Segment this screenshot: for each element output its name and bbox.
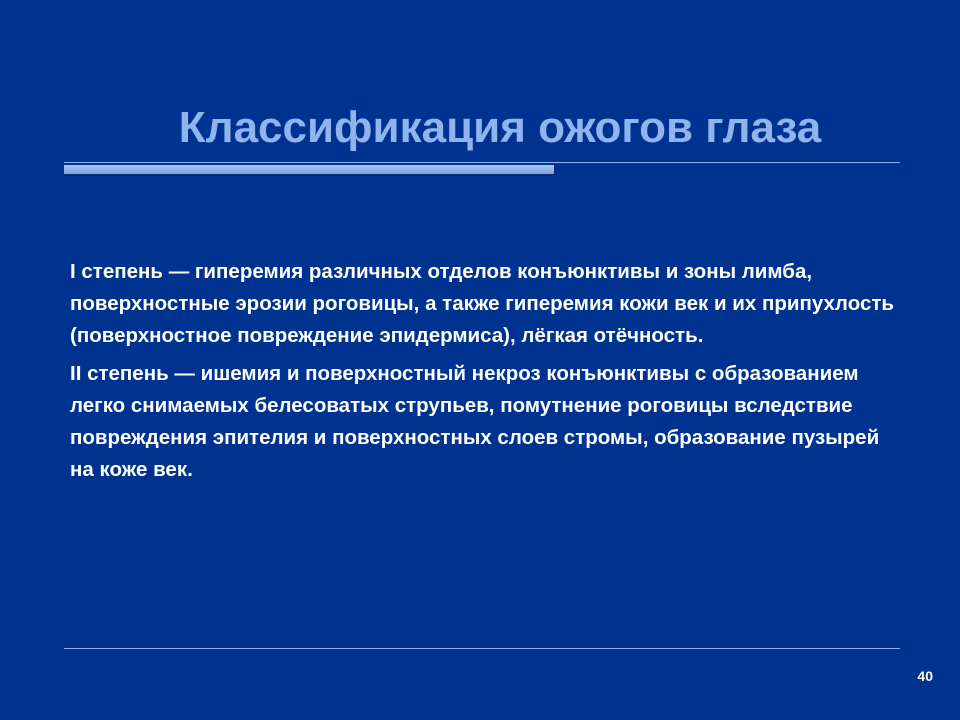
title-divider-line [64, 162, 900, 163]
footer-divider-line [64, 648, 900, 649]
page-number: 40 [917, 668, 933, 684]
paragraph-degree-1: I степень — гиперемия различных отделов конъюнктивы и зоны лимба, поверхностные эрозии роговицы, а также гиперемия кожи век и их припухлость (поверхностное повреждение эпидермиса), лёгкая отёчность. [70, 260, 894, 347]
title-accent-bar [64, 165, 554, 174]
slide-body [70, 256, 900, 492]
slide-title: Классификация ожогов глаза [178, 103, 822, 152]
paragraph-degree-2: II степень — ишемия и поверхностный некроз конъюнктивы с образованием легко снимаемых белесоватых струпьев, помутнение роговицы вследствие повреждения эпителия и поверхностных слоев стромы, образование пузырей на коже век. [70, 362, 880, 481]
